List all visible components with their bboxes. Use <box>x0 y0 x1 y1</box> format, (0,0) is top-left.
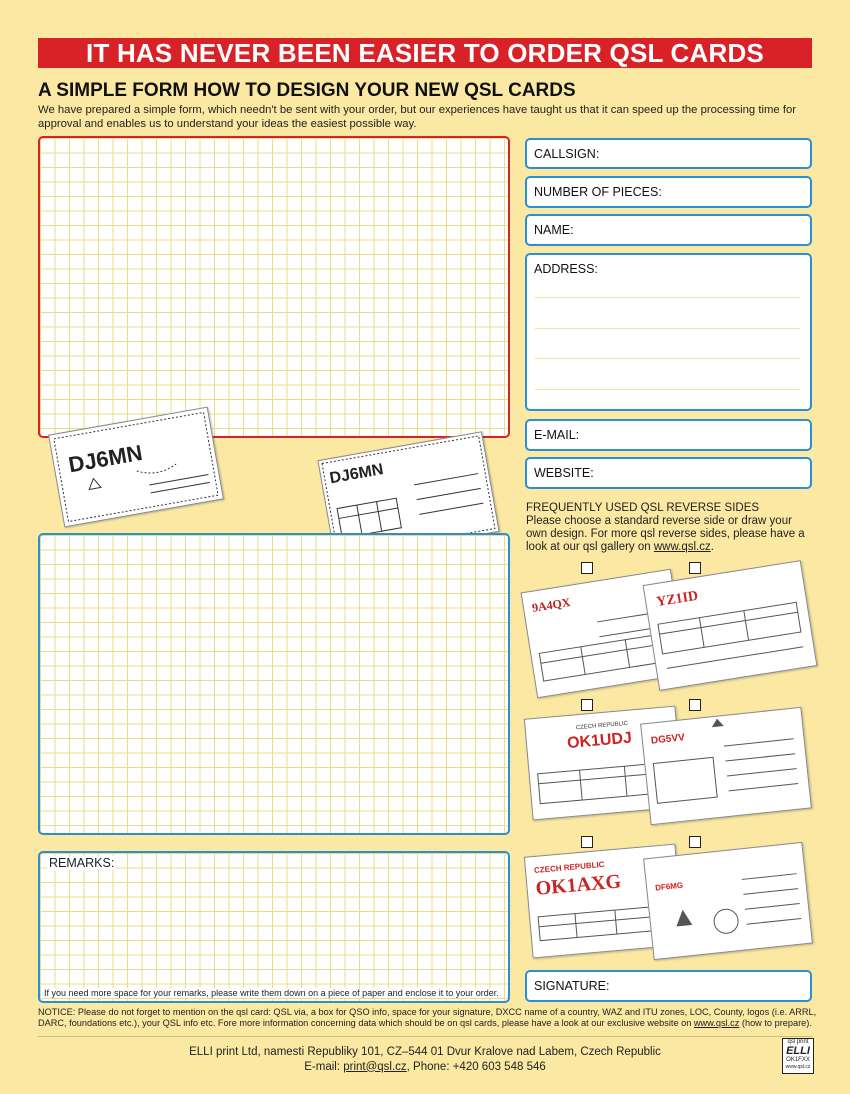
pieces-field[interactable] <box>525 176 812 208</box>
reverse-card-2-call: YZ1ID <box>655 588 700 611</box>
name-field[interactable] <box>525 214 812 246</box>
reverse-card-5-call: OK1AXG <box>534 870 622 900</box>
elli-logo <box>782 1038 814 1074</box>
remarks-label: REMARKS: <box>49 856 115 870</box>
reverse-option-6-checkbox[interactable] <box>689 836 701 848</box>
reverse-sides-period: . <box>710 541 714 553</box>
page-subheading: A SIMPLE FORM HOW TO DESIGN YOUR NEW QSL CARDS <box>38 80 576 101</box>
email-field[interactable] <box>525 419 812 451</box>
reverse-card-6-art <box>644 843 812 959</box>
reverse-card-3-country: CZECH REPUBLIC <box>575 720 629 732</box>
reverse-option-3-checkbox[interactable] <box>581 699 593 711</box>
reverse-option-4-checkbox[interactable] <box>689 699 701 711</box>
pieces-label: NUMBER OF PIECES: <box>534 185 662 199</box>
remarks-note: If you need more space for your remarks, please write them down on a piece of paper and enclose it to your order. <box>44 988 499 998</box>
reverse-card-4-art <box>641 708 811 824</box>
notice-link[interactable]: www.qsl.cz <box>693 1018 740 1028</box>
address-line <box>535 297 800 298</box>
footer-email-label: E-mail: <box>304 1060 341 1073</box>
intro-text: We have prepared a simple form, which needn't be sent with your order, but our experiences have taught us that it can speed up the processing time for approval and enables us to understand your ideas the easiest possible way. <box>38 104 797 130</box>
footer-address: ELLI print Ltd, namesti Republiky 101, CZ–544 01 Dvur Kralove nad Labem, Czech Republic <box>189 1046 661 1058</box>
email-label: E-MAIL: <box>534 428 580 442</box>
callsign-label: CALLSIGN: <box>534 147 600 161</box>
reverse-card-1-call: 9A4QX <box>531 594 572 615</box>
notice-text <box>38 1007 818 1029</box>
name-label: NAME: <box>534 223 574 237</box>
website-field[interactable] <box>525 457 812 489</box>
notice-body: NOTICE: Please do not forget to mention on the qsl card: QSL via, a box for QSO info, space for your signature, DXCC name of a country, WAZ and ITU zones, LOC, County, logos (i.e. ARRL, DARC, foundations etc.), your QSL info etc. Fore more information concerning data which should be on qsl cards, please have a look at our exclusive website on <box>38 1007 817 1028</box>
footer-email-link[interactable]: print@qsl.cz <box>343 1060 407 1073</box>
reverse-card-4-call: DG5VV <box>650 732 686 747</box>
footer-contact <box>0 1060 850 1075</box>
reverse-option-5-checkbox[interactable] <box>581 836 593 848</box>
logo-url: www.qsl.cz <box>785 1064 811 1070</box>
address-line <box>535 358 800 359</box>
notice-after: (how to prepare). <box>741 1018 812 1028</box>
reverse-card-6 <box>643 842 813 960</box>
reverse-sides-info <box>526 502 816 554</box>
reverse-option-1-checkbox[interactable] <box>581 562 593 574</box>
footer-divider <box>38 1036 812 1037</box>
website-label: WEBSITE: <box>534 466 594 480</box>
page-banner: IT HAS NEVER BEEN EASIER TO ORDER QSL CARDS <box>38 38 812 68</box>
reverse-option-2-checkbox[interactable] <box>689 562 701 574</box>
logo-name: ELLI <box>786 1045 810 1057</box>
signature-label: SIGNATURE: <box>534 979 610 993</box>
address-line <box>535 389 800 390</box>
footer <box>0 1045 850 1074</box>
front-design-grid[interactable] <box>38 136 510 438</box>
back-card-callsign: DJ6MN <box>328 461 385 488</box>
footer-phone: , Phone: +420 603 548 546 <box>406 1060 546 1073</box>
signature-field[interactable] <box>525 970 812 1002</box>
reverse-card-5-country: CZECH REPUBLIC <box>533 859 605 875</box>
reverse-card-2-art <box>644 561 816 689</box>
callsign-field[interactable] <box>525 138 812 169</box>
reverse-card-3-call: OK1UDJ <box>566 729 633 753</box>
reverse-card-4 <box>640 707 812 825</box>
reverse-card-6-call: DF6MG <box>654 880 684 893</box>
back-design-grid[interactable] <box>38 533 510 835</box>
reverse-sides-title: FREQUENTLY USED QSL REVERSE SIDES <box>526 502 760 514</box>
logo-call: OK1FXX <box>786 1057 810 1063</box>
front-card-callsign: DJ6MN <box>66 439 145 478</box>
address-field[interactable] <box>525 253 812 411</box>
address-label: ADDRESS: <box>534 262 598 276</box>
logo-top: qsl print <box>787 1039 809 1045</box>
remarks-grid[interactable] <box>38 851 510 1003</box>
reverse-sides-text: Please choose a standard reverse side or draw your own design. For more qsl reverse sides, please have a look at our qsl gallery on <box>526 515 805 553</box>
address-line <box>535 328 800 329</box>
gallery-link[interactable]: www.qsl.cz <box>653 541 711 553</box>
